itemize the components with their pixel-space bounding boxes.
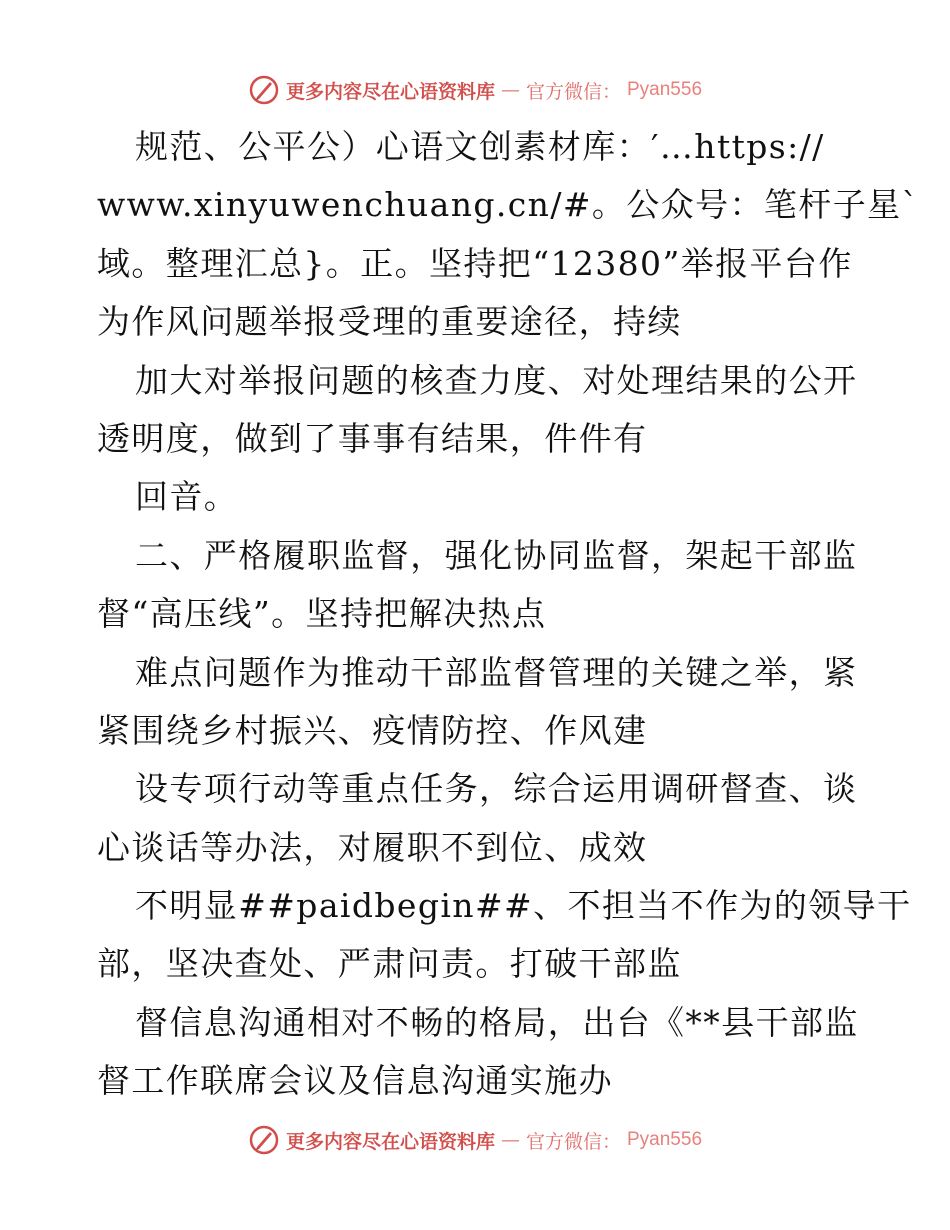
text-line: 二、严格履职监督，强化协同监督，架起干部监 [135, 535, 858, 575]
text-line: 部，坚决查处、严肃问责。打破干部监 [97, 944, 682, 984]
text-line: 域。整理汇总}。正。坚持把“12380”举报平台作 [97, 243, 853, 283]
header-brand-text: 更多内容尽在心语资料库 [285, 80, 495, 103]
header-separator: — [500, 79, 520, 101]
footer-separator: — [500, 1129, 520, 1151]
text-line: 规范、公平公）心语文创素材库：′…https:// [135, 127, 825, 166]
footer-wechat-label: 官方微信： [525, 1130, 621, 1153]
text-line: 加大对举报问题的核查力度、对处理结果的公开 [135, 360, 858, 400]
text-line: 不明显##paidbegin##、不担当不作为的领导干 [135, 886, 912, 926]
quill-logo-icon [248, 74, 280, 106]
text-line: 心谈话等办法，对履职不到位、成效 [97, 827, 648, 867]
text-line: 设专项行动等重点任务，综合运用调研督查、谈 [135, 769, 858, 809]
footer-wechat-account: Pyan556 [627, 1129, 703, 1150]
header-wechat-label: 官方微信： [525, 80, 621, 103]
text-line: www.xinyuwenchuang.cn/#。公众号：笔杆子星` [97, 185, 920, 225]
text-line: 紧围绕乡村振兴、疫情防控、作风建 [97, 710, 648, 750]
footer-watermark-banner [0, 1120, 950, 1160]
text-line: 督“高压线”。坚持把解决热点 [97, 594, 547, 634]
text-line: 难点问题作为推动干部监督管理的关键之举，紧 [135, 652, 858, 692]
document-body [97, 118, 920, 1111]
text-line: 督信息沟通相对不畅的格局，出台《**县干部监 [135, 1002, 859, 1042]
header-wechat-account: Pyan556 [627, 79, 703, 100]
text-line: 回音。 [135, 477, 239, 517]
quill-logo-icon [248, 1124, 280, 1156]
text-line: 透明度，做到了事事有结果，件件有 [97, 418, 648, 458]
header-watermark-banner [0, 70, 950, 110]
text-line: 为作风问题举报受理的重要途径，持续 [97, 302, 682, 342]
text-line: 督工作联席会议及信息沟通实施办 [97, 1061, 613, 1101]
footer-brand-text: 更多内容尽在心语资料库 [285, 1130, 495, 1153]
